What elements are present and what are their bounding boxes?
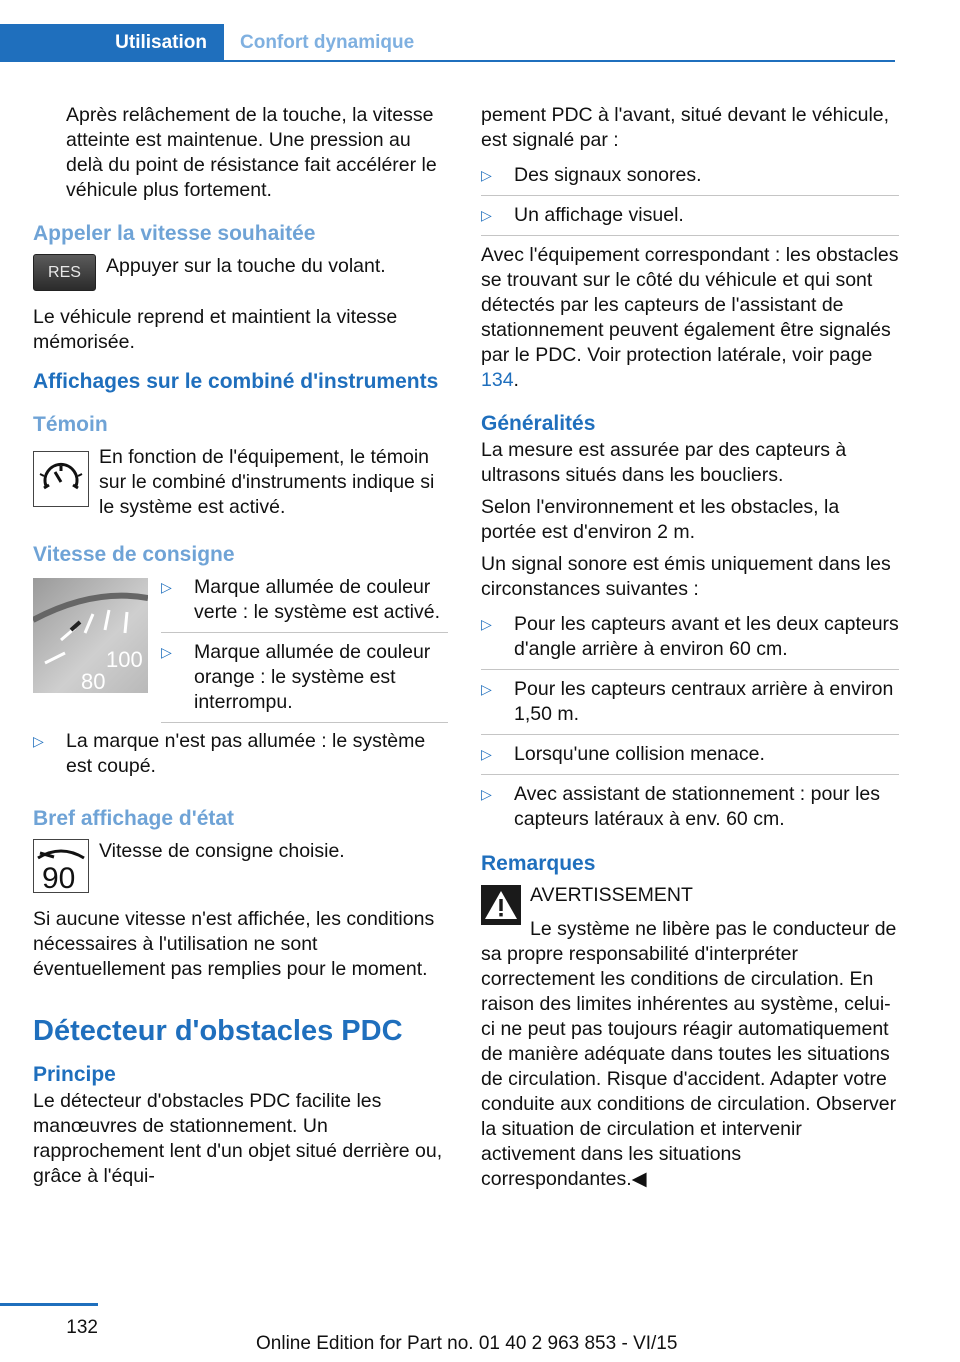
pdc-heading: Détecteur d'obstacles PDC: [33, 1015, 403, 1047]
res-row: [33, 254, 448, 291]
status-heading: Bref affichage d'état: [33, 807, 235, 830]
header-tabs: [0, 24, 895, 62]
general-paragraph-3: Un signal sonore est émis uniquement dans les circonstances suivantes :: [481, 553, 891, 600]
recall-heading: Appeler la vitesse souhaitée: [33, 222, 316, 245]
side-protection-paragraph: Avec l'équipement correspondant : les obstacles se trouvant sur le côté du véhicule et qui sont détectés par les capteurs de l'assistant de stationnement peuvent également être signalés par le PDC. Voir protection latérale, voir page 134.: [481, 244, 899, 391]
witness-heading: Témoin: [33, 413, 108, 436]
list-item: ▷ Marque allumée de couleur orange : le système est interrompu.: [161, 640, 448, 723]
triangle-bullet-icon: ▷: [481, 681, 492, 697]
signal-intro: pement PDC à l'avant, situé devant le véhicule, est signalé par :: [481, 104, 890, 151]
cruise-control-icon: [33, 451, 89, 507]
setpoint-list-wrap: [161, 575, 448, 730]
gauge-label-80: 80: [81, 669, 106, 693]
setpoint-row: [33, 575, 448, 730]
principle-heading: Principe: [33, 1063, 116, 1086]
setpoint-off-list: [33, 729, 448, 786]
triangle-bullet-icon: ▷: [161, 644, 172, 660]
notes-heading: Remarques: [481, 852, 596, 875]
left-column: [33, 103, 448, 1196]
signal-list: [481, 163, 899, 236]
warning-text: Le système ne libère pas le conducteur de sa propre responsabilité d'interpréter correctement les conditions de circulation. En raison des limites inhérentes au système, celui-ci ne peut pas toujours réagir automatiquement de manière adéquate dans toutes les situations de circulation. Risque d'accident. Adapter votre conduite aux conditions de circulation. Observer la situation de circulation et intervenir activement dans les situations correspondantes.◀: [481, 918, 897, 1190]
list-item: ▷ Pour les capteurs centraux arrière à environ 1,50 m.: [481, 677, 899, 735]
speedometer-image: [33, 578, 148, 693]
edition-footer: Online Edition for Part no. 01 40 2 963 853 - VI/15: [256, 1333, 678, 1354]
triangle-bullet-icon: ▷: [481, 616, 492, 632]
triangle-bullet-icon: ▷: [481, 207, 492, 223]
list-item: ▷ Lorsqu'une collision menace.: [481, 742, 899, 775]
triangle-bullet-icon: ▷: [33, 733, 44, 749]
tab-confort-dynamique[interactable]: Confort dynamique: [240, 32, 415, 53]
witness-text: En fonction de l'équipement, le témoin sur le combiné d'instruments indique si le système est activé.: [99, 446, 435, 518]
status-text: Vitesse de consigne choisie.: [99, 840, 345, 862]
triangle-bullet-icon: ▷: [481, 786, 492, 802]
warning-title: AVERTISSEMENT: [530, 884, 693, 906]
setpoint-list: [161, 575, 448, 723]
page-number: 132: [66, 1317, 98, 1338]
intro-paragraph: Après relâchement de la touche, la vitesse atteinte est maintenue. Une pression au delà du point de résistance fait accélérer le véhicule plus fortement.: [66, 104, 437, 201]
page-link[interactable]: 134: [481, 369, 514, 391]
list-item: ▷ Des signaux sonores.: [481, 163, 899, 196]
status-icon-value: 90: [42, 862, 76, 892]
warning-block: [481, 883, 899, 1192]
general-paragraph-2: Selon l'environnement et les obstacles, la portée est d'environ 2 m.: [481, 496, 840, 543]
list-item: ▷ Marque allumée de couleur verte : le système est activé.: [161, 575, 448, 633]
list-item: ▷ La marque n'est pas allumée : le système est coupé.: [33, 730, 426, 777]
general-paragraph-1: La mesure est assurée par des capteurs à ultrasons situés dans les boucliers.: [481, 439, 847, 486]
tab-utilisation[interactable]: Utilisation: [0, 24, 224, 62]
status-paragraph: Si aucune vitesse n'est affichée, les conditions nécessaires à l'utilisation ne sont éventuellement pas remplies pour le moment.: [33, 908, 435, 980]
right-column: [481, 103, 899, 1199]
res-button-icon: RES: [33, 254, 96, 291]
triangle-bullet-icon: ▷: [481, 167, 492, 183]
general-heading: Généralités: [481, 412, 596, 435]
list-item: ▷ Pour les capteurs avant et les deux capteurs d'angle arrière à environ 60 cm.: [481, 612, 899, 670]
status-row: [33, 839, 448, 893]
witness-row: [33, 445, 448, 520]
gauge-label-100: 100: [106, 647, 143, 672]
principle-paragraph: Le détecteur d'obstacles PDC facilite les manœuvres de stationnement. Un rapprochement lent d'un objet situé derrière ou, grâce à l'équi-: [33, 1090, 443, 1187]
recall-paragraph: Le véhicule reprend et maintient la vitesse mémorisée.: [33, 306, 398, 353]
footer-rule: [0, 1303, 98, 1306]
triangle-bullet-icon: ▷: [161, 579, 172, 595]
list-item: ▷ Avec assistant de stationnement : pour les capteurs latéraux à env. 60 cm.: [481, 783, 881, 830]
list-item: ▷ Un affichage visuel.: [481, 203, 899, 236]
display-heading: Affichages sur le combiné d'instruments: [33, 370, 439, 393]
sound-list: [481, 612, 899, 839]
triangle-bullet-icon: ▷: [481, 746, 492, 762]
speed-status-icon: [33, 839, 89, 893]
recall-instruction: Appuyer sur la touche du volant.: [106, 255, 386, 277]
warning-triangle-icon: [481, 885, 521, 925]
setpoint-heading: Vitesse de consigne: [33, 543, 235, 566]
